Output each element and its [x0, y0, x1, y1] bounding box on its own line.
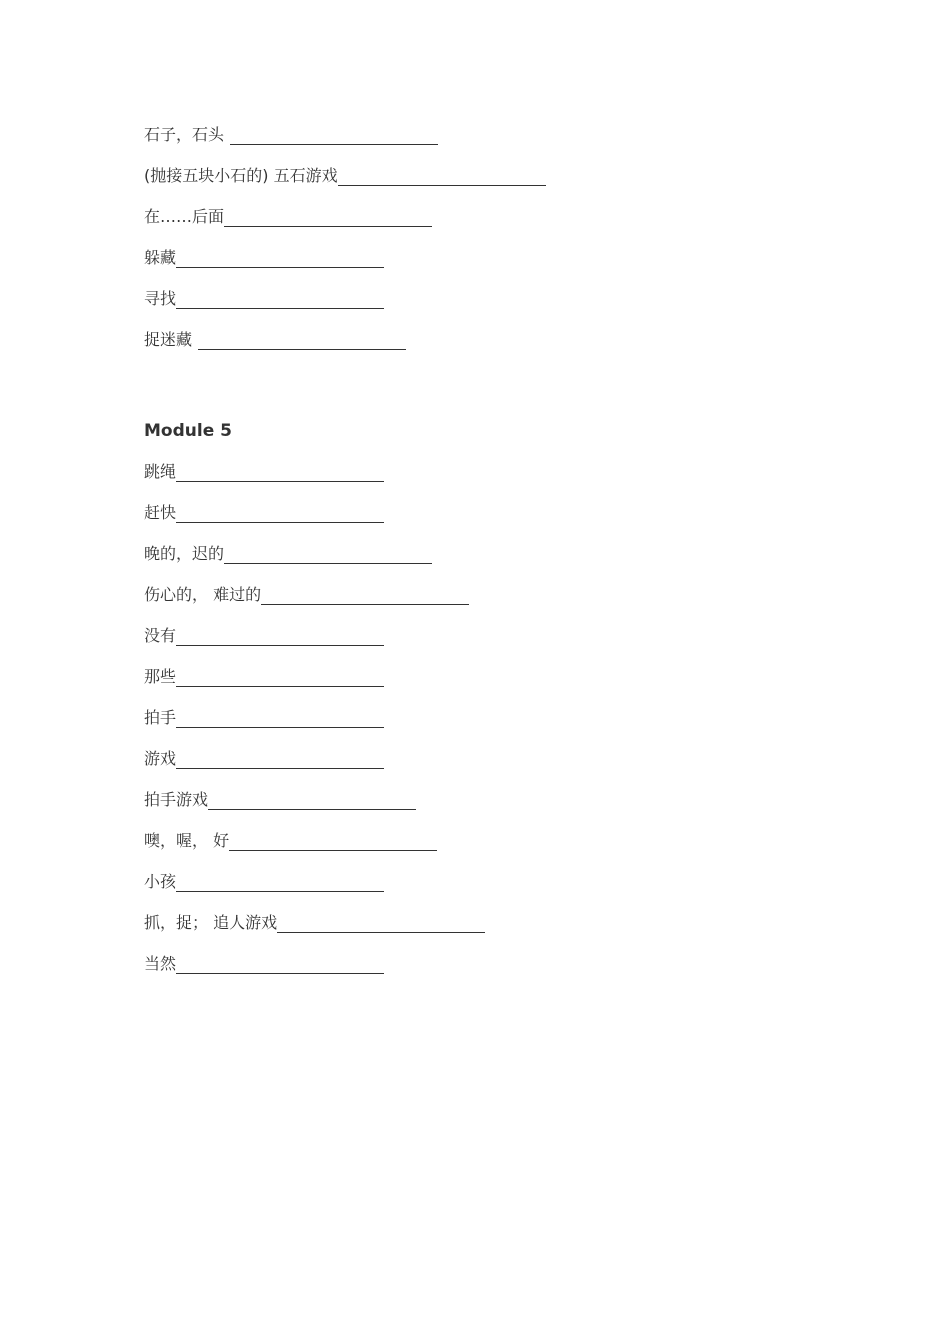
answer-blank[interactable]	[176, 953, 384, 974]
answer-blank[interactable]	[224, 206, 432, 227]
vocab-line	[144, 911, 485, 935]
answer-blank[interactable]	[176, 625, 384, 646]
module-heading: Module 5	[144, 421, 232, 441]
vocab-line	[144, 123, 438, 147]
answer-blank[interactable]	[277, 912, 485, 933]
answer-blank[interactable]	[261, 584, 469, 605]
vocab-label: 石子，石头	[144, 125, 225, 144]
vocab-label: 寻找	[144, 289, 177, 308]
answer-blank[interactable]	[229, 830, 437, 851]
vocab-line	[144, 501, 384, 525]
answer-blank[interactable]	[176, 288, 384, 309]
vocab-line	[144, 747, 384, 771]
answer-blank[interactable]	[176, 666, 384, 687]
answer-blank[interactable]	[230, 124, 438, 145]
answer-blank[interactable]	[198, 329, 406, 350]
answer-blank[interactable]	[176, 871, 384, 892]
answer-blank[interactable]	[176, 461, 384, 482]
vocab-label: 躲藏	[144, 248, 177, 267]
answer-blank[interactable]	[176, 707, 384, 728]
vocab-line	[144, 952, 384, 976]
vocab-line	[144, 287, 384, 311]
answer-blank[interactable]	[176, 748, 384, 769]
vocab-label: 小孩	[144, 872, 177, 891]
vocab-label: 抓，捉； 追人游戏	[144, 913, 278, 932]
vocab-label: 晚的，迟的	[144, 544, 225, 563]
answer-blank[interactable]	[176, 502, 384, 523]
vocab-line	[144, 788, 416, 812]
answer-blank[interactable]	[176, 247, 384, 268]
vocab-label: 在……后面	[144, 207, 225, 226]
vocab-label: 拍手	[144, 708, 177, 727]
vocab-line	[144, 542, 432, 566]
answer-blank[interactable]	[224, 543, 432, 564]
vocab-line	[144, 246, 384, 270]
vocab-line	[144, 870, 384, 894]
vocab-line	[144, 706, 384, 730]
vocab-label: (抛接五块小石的) 五石游戏	[144, 166, 338, 185]
vocab-label: 当然	[144, 954, 177, 973]
vocab-line	[144, 665, 384, 689]
vocab-line	[144, 624, 384, 648]
vocab-line	[144, 164, 546, 188]
vocab-label: 那些	[144, 667, 177, 686]
vocab-line	[144, 205, 432, 229]
vocab-line	[144, 583, 469, 607]
vocab-label: 跳绳	[144, 462, 177, 481]
vocab-label: 捉迷藏	[144, 330, 193, 349]
vocab-label: 没有	[144, 626, 177, 645]
vocab-label: 赶快	[144, 503, 177, 522]
vocab-label: 噢，喔， 好	[144, 831, 230, 850]
vocab-line	[144, 460, 384, 484]
answer-blank[interactable]	[338, 165, 546, 186]
vocab-label: 游戏	[144, 749, 177, 768]
answer-blank[interactable]	[208, 789, 416, 810]
vocab-line	[144, 328, 406, 352]
vocab-label: 伤心的， 难过的	[144, 585, 262, 604]
vocab-label: 拍手游戏	[144, 790, 209, 809]
vocab-line	[144, 829, 437, 853]
